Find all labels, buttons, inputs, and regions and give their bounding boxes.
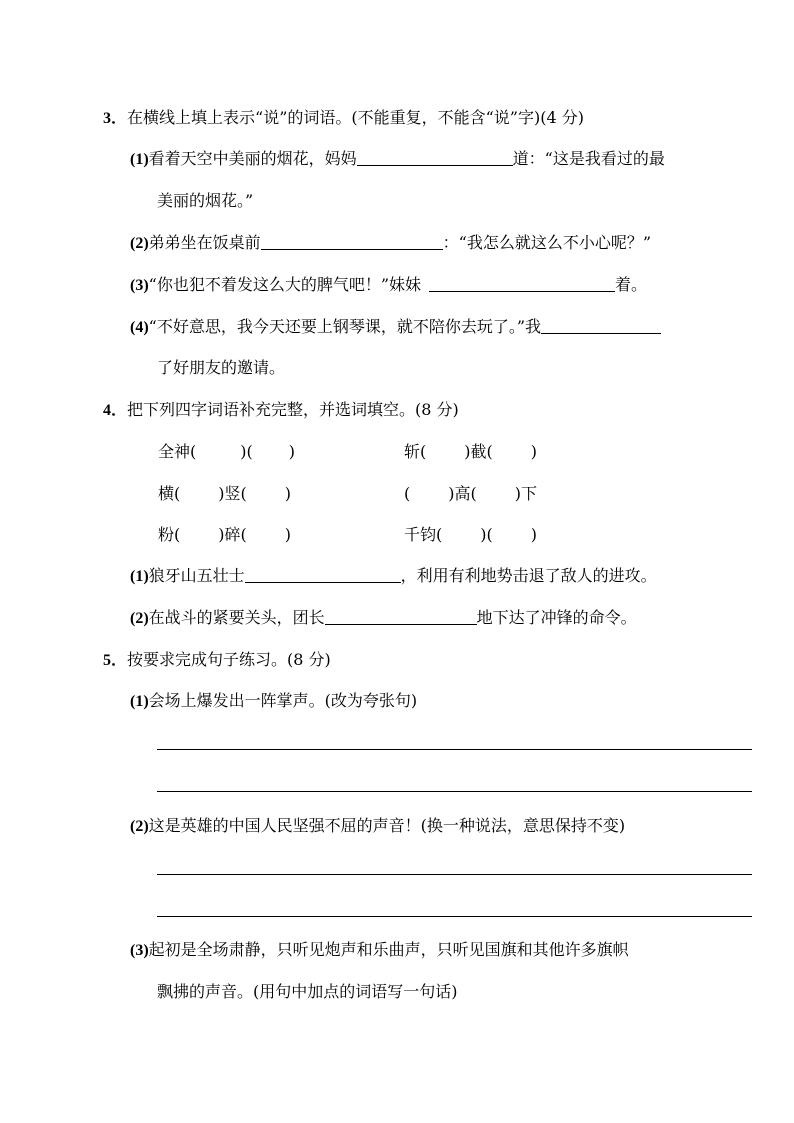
- q3-item-3-before: “你也犯不着发这么大的脾气吧！”妹妹: [148, 275, 422, 294]
- q5-item-2-label: (2): [130, 818, 149, 835]
- q4-item-2-before: 在战斗的紧要关头，团长: [148, 608, 325, 627]
- q4-word-4-mid: 高: [454, 484, 471, 503]
- q4-item-1-after: ，利用有利地势击退了敌人的进攻。: [400, 566, 657, 585]
- q4-word-3: [158, 484, 291, 504]
- q4-number: 4．: [103, 402, 128, 419]
- q4-word-1: [158, 442, 295, 462]
- q3-item-4: [130, 317, 661, 338]
- q4-word-5: [158, 525, 291, 545]
- q4-word-2-mid: 截: [470, 442, 487, 461]
- q4-header: [103, 400, 459, 421]
- q3-item-4-label: (4): [130, 319, 149, 336]
- q3-item-2: [130, 233, 651, 254]
- paren-open: (: [240, 525, 247, 544]
- paren-open: (: [470, 484, 477, 503]
- q5-item-2: [130, 816, 625, 837]
- paren-close: ): [218, 525, 225, 544]
- paren-close: ): [448, 484, 455, 503]
- q4-word-1-prefix: 全神: [158, 442, 191, 461]
- q4-word-5-mid: 碎: [224, 525, 241, 544]
- q3-item-1-after: 道：“这是我看过的最: [512, 149, 665, 168]
- q3-item-2-before: 弟弟坐在饭桌前: [148, 233, 261, 252]
- paren-close: ): [218, 484, 225, 503]
- q4-item-2: [130, 608, 637, 629]
- q3-item-4-cont: 了好朋友的邀请。: [157, 358, 286, 377]
- q4-word-3-prefix: 横: [158, 484, 175, 503]
- paren-close: ): [464, 442, 471, 461]
- q3-item-3-blank[interactable]: [429, 275, 615, 292]
- q4-word-5-prefix: 粉: [158, 525, 175, 544]
- paren-close: ): [480, 525, 487, 544]
- answer-line[interactable]: [157, 791, 752, 792]
- q3-item-2-after: ：“我怎么就这么不小心呢？”: [442, 233, 652, 252]
- paren-open: (: [174, 484, 181, 503]
- paren-close: ): [288, 442, 296, 461]
- paren-open: (: [240, 484, 247, 503]
- q4-item-2-after: 地下达了冲锋的命令。: [476, 608, 637, 627]
- q5-item-3-label: (3): [130, 942, 149, 959]
- q5-item-3-text: 起初是全场肃静，只听见炮声和乐曲声，只听见国旗和其他许多旗帜: [148, 940, 629, 959]
- paren-close: ): [530, 442, 538, 461]
- q4-word-2: [404, 442, 537, 462]
- q4-item-1-label: (1): [130, 568, 149, 585]
- q4-word-4-suffix: 下: [521, 484, 538, 503]
- paren-close: ): [284, 484, 292, 503]
- paren-close: ): [514, 484, 522, 503]
- q3-item-1: [130, 149, 665, 170]
- q3-item-3-label: (3): [130, 277, 149, 294]
- q3-title: 在横线上填上表示“说”的词语。(不能重复，不能含“说”字)(4 分): [127, 108, 584, 127]
- q4-word-6-prefix: 千钧: [404, 525, 437, 544]
- paren-open: (: [190, 442, 197, 461]
- q3-item-2-blank[interactable]: [261, 233, 443, 250]
- q4-word-2-prefix: 斩: [404, 442, 421, 461]
- q5-item-3-cont: 飘拂的声音。(用句中加点的词语写一句话): [157, 982, 458, 1001]
- q3-item-4-before: “不好意思，我今天还要上钢琴课，就不陪你去玩了。”我: [148, 317, 542, 336]
- paren-open: (: [486, 442, 493, 461]
- q5-number: 5．: [103, 652, 128, 669]
- paren-close: ): [240, 442, 247, 461]
- paren-open: (: [420, 442, 427, 461]
- q3-item-3: [130, 275, 647, 296]
- q3-item-1-before: 看着天空中美丽的烟花，妈妈: [148, 149, 357, 168]
- paren-open: (: [404, 484, 411, 503]
- q4-word-6: [404, 525, 537, 545]
- q4-item-2-label: (2): [130, 610, 149, 627]
- q4-item-1-blank[interactable]: [245, 566, 401, 583]
- q4-item-1: [130, 566, 657, 587]
- q5-item-1-label: (1): [130, 693, 149, 710]
- q3-item-2-label: (2): [130, 235, 149, 252]
- q3-header: [103, 108, 584, 129]
- paren-open: (: [486, 525, 493, 544]
- q4-word-4: [404, 484, 537, 504]
- q5-header: [103, 650, 331, 671]
- answer-line[interactable]: [157, 916, 752, 917]
- q3-item-1-blank[interactable]: [357, 149, 513, 166]
- q4-item-1-before: 狼牙山五壮士: [148, 566, 245, 585]
- q5-item-1-text: 会场上爆发出一阵掌声。(改为夸张句): [148, 691, 418, 710]
- q3-number: 3．: [103, 110, 128, 127]
- paren-close: ): [530, 525, 538, 544]
- q5-item-1: [130, 691, 417, 712]
- paren-close: ): [284, 525, 292, 544]
- q4-title: 把下列四字词语补充完整，并选词填空。(8 分): [127, 400, 459, 419]
- paren-open: (: [174, 525, 181, 544]
- q4-word-3-mid: 竖: [224, 484, 241, 503]
- answer-line[interactable]: [157, 874, 752, 875]
- q5-item-3: [130, 940, 629, 961]
- q3-item-1-label: (1): [130, 151, 149, 168]
- paren-open: (: [246, 442, 253, 461]
- q5-title: 按要求完成句子练习。(8 分): [127, 650, 331, 669]
- q3-item-1-cont: 美丽的烟花。”: [157, 191, 254, 210]
- q3-item-4-blank[interactable]: [541, 317, 661, 334]
- q4-item-2-blank[interactable]: [325, 608, 477, 625]
- q3-item-3-after: 着。: [615, 275, 648, 294]
- paren-open: (: [436, 525, 443, 544]
- q5-item-2-text: 这是英雄的中国人民坚强不屈的声音！(换一种说法，意思保持不变): [148, 816, 626, 835]
- answer-line[interactable]: [157, 749, 752, 750]
